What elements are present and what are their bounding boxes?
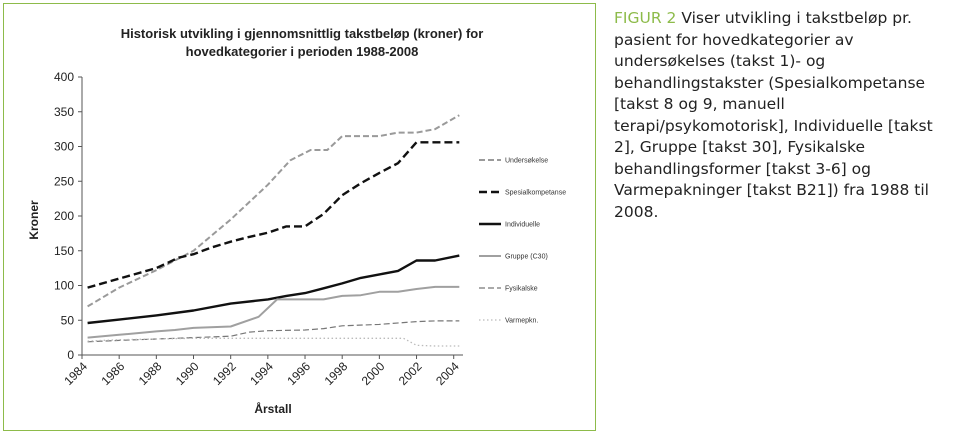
legend-label-gruppe-c30: Gruppe (C30) <box>505 253 548 261</box>
y-tick-label: 0 <box>67 348 74 362</box>
y-tick-label: 200 <box>53 209 74 223</box>
series-lines <box>88 115 460 346</box>
x-tick-label: 1988 <box>135 359 165 389</box>
series-line-individuelle <box>88 256 460 323</box>
x-tick-label: 1994 <box>247 359 276 389</box>
series-line-spesialkompetanse <box>88 142 460 287</box>
x-tick-label: 1984 <box>61 359 91 389</box>
x-tick-label: 1990 <box>172 359 202 389</box>
y-tick-label: 100 <box>53 278 74 293</box>
chart-title-line-2: hovedkategorier i perioden 1988-2008 <box>185 44 419 59</box>
y-tick-label: 150 <box>53 243 74 258</box>
legend-label-fysikalske: Fysikalske <box>505 285 538 293</box>
figure-caption <box>614 8 950 223</box>
x-tick-label: 1992 <box>210 359 239 389</box>
figure-caption-text: Viser utvikling i takstbeløp pr. pasient for hovedkategorier av undersøkelses (takst 1)- og behandlingstakster (Spesialkompetanse [takst 8 og 9, manuell terapi/psykomotorisk], Individuelle [takst 2], Gruppe [takst 30], Fysikalske behandlingsformer [takst 3-6] og Varmepakninger [takst B21]) fra 1988 til 2008. <box>614 9 933 221</box>
x-tick-label: 2002 <box>395 359 425 389</box>
chart-title-line-1: Historisk utvikling i gjennomsnittlig takstbeløp (kroner) for <box>120 26 484 41</box>
series-line-unders-kelse <box>88 115 460 306</box>
y-axis-ticks <box>54 70 82 362</box>
y-axis-title: Kroner <box>27 200 41 240</box>
x-tick-label: 2004 <box>433 359 462 389</box>
y-tick-label: 50 <box>60 313 74 328</box>
x-axis-title: Årstall <box>254 402 292 416</box>
series-line-gruppe-c30 <box>88 287 460 338</box>
y-tick-label: 300 <box>53 139 74 154</box>
chart-frame <box>3 3 596 431</box>
legend-label-individuelle: Individuelle <box>505 221 541 229</box>
legend-label-unders-kelse: Undersøkelse <box>505 157 549 165</box>
axes <box>82 77 463 355</box>
y-tick-label: 350 <box>53 104 74 119</box>
y-tick-label: 400 <box>53 70 74 84</box>
legend-label-varmepkn: Varmepkn. <box>505 317 539 325</box>
figure-label: FIGUR 2 <box>614 9 677 27</box>
x-tick-label: 1996 <box>284 359 314 389</box>
line-chart <box>4 4 595 430</box>
x-tick-label: 1998 <box>321 359 351 389</box>
legend-label-spesialkompetanse: Spesialkompetanse <box>505 189 567 197</box>
x-tick-label: 2000 <box>358 359 388 389</box>
legend <box>479 158 566 325</box>
chart-title <box>121 26 484 59</box>
x-axis-ticks <box>61 355 462 388</box>
x-tick-label: 1986 <box>98 359 128 389</box>
y-tick-label: 250 <box>53 174 74 189</box>
